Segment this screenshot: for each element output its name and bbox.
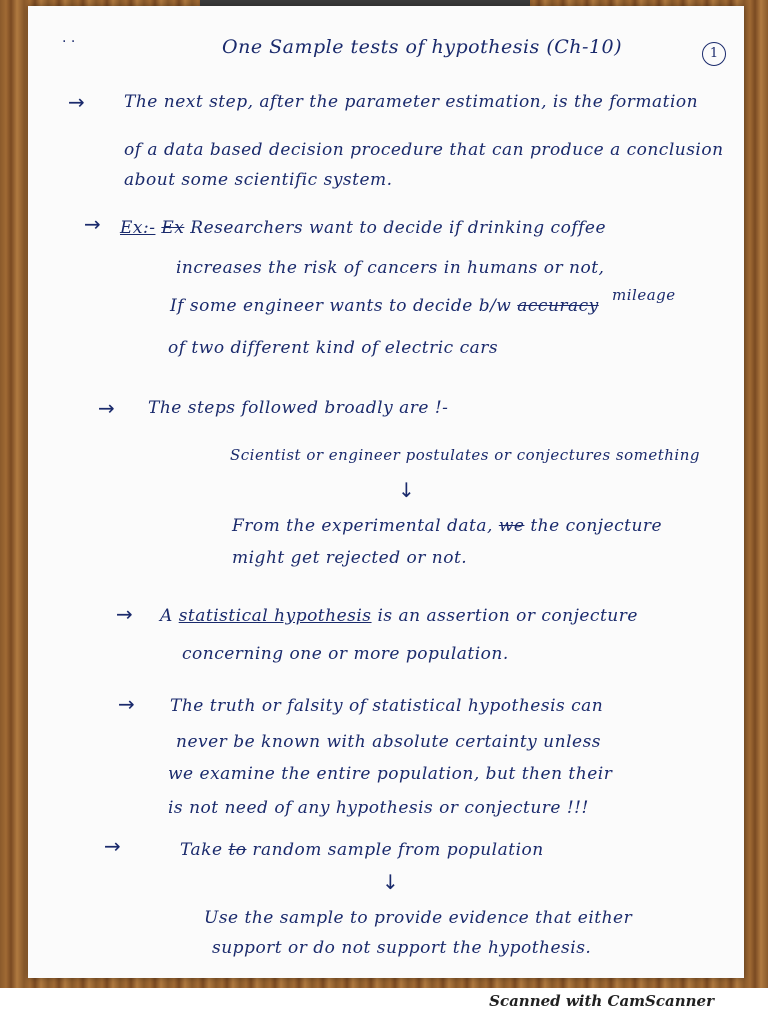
text-fragment: From the experimental data, (232, 516, 493, 536)
text-line: about some scientific system. (124, 170, 393, 190)
bullet-arrow-icon: → (116, 602, 133, 626)
text-line: increases the risk of cancers in humans or not, (176, 258, 605, 278)
text-fragment: If some engineer wants to decide b/w (170, 296, 512, 316)
example-line (232, 516, 662, 536)
text-line: The truth or falsity of statistical hypothesis can (170, 696, 604, 716)
inserted-word: mileage (612, 286, 676, 304)
text-line: Scientist or engineer postulates or conjectures something (230, 446, 700, 464)
example-label: Ex:- (120, 218, 156, 238)
margin-mark: · · (62, 34, 76, 50)
bullet-arrow-icon: → (84, 212, 101, 236)
page-number: 1 (702, 42, 726, 66)
struck-word: accuracy (517, 296, 599, 316)
example-line (180, 840, 544, 860)
text-line: never be known with absolute certainty unless (176, 732, 602, 752)
text-fragment: random sample from population (252, 840, 544, 860)
text-line: of two different kind of electric cars (168, 338, 499, 358)
text-line: Use the sample to provide evidence that either (204, 908, 633, 928)
text-line: support or do not support the hypothesis. (212, 938, 592, 958)
example-line (160, 606, 638, 626)
text-line: is not need of any hypothesis or conjecture !!! (168, 798, 589, 818)
text-fragment: is an assertion or conjecture (377, 606, 638, 626)
text-fragment: A (160, 606, 173, 626)
text-line: of a data based decision procedure that can produce a conclusion (124, 140, 724, 160)
bullet-arrow-icon: → (104, 834, 121, 858)
underlined-term: statistical hypothesis (178, 606, 372, 626)
bullet-arrow-icon: → (98, 396, 115, 420)
struck-word: we (498, 516, 525, 536)
down-arrow-icon: ↓ (398, 478, 415, 502)
text-line: The next step, after the parameter estimation, is the formation (124, 92, 699, 112)
example-line (120, 218, 606, 238)
example-line (170, 296, 599, 316)
bullet-arrow-icon: → (118, 692, 135, 716)
struck-word: Ex (161, 218, 185, 238)
text-line: concerning one or more population. (182, 644, 509, 664)
text-fragment: Researchers want to decide if drinking coffee (190, 218, 607, 238)
text-line: we examine the entire population, but then their (168, 764, 613, 784)
text-line: The steps followed broadly are !- (148, 398, 449, 418)
text-fragment: the conjecture (530, 516, 663, 536)
text-fragment: Take (180, 840, 223, 860)
page-title: One Sample tests of hypothesis (Ch-10) (222, 36, 623, 58)
down-arrow-icon: ↓ (382, 870, 399, 894)
scanner-watermark: Scanned with CamScanner (489, 992, 714, 1010)
text-line: might get rejected or not. (232, 548, 468, 568)
struck-word: to (228, 840, 247, 860)
bullet-arrow-icon: → (68, 90, 85, 114)
